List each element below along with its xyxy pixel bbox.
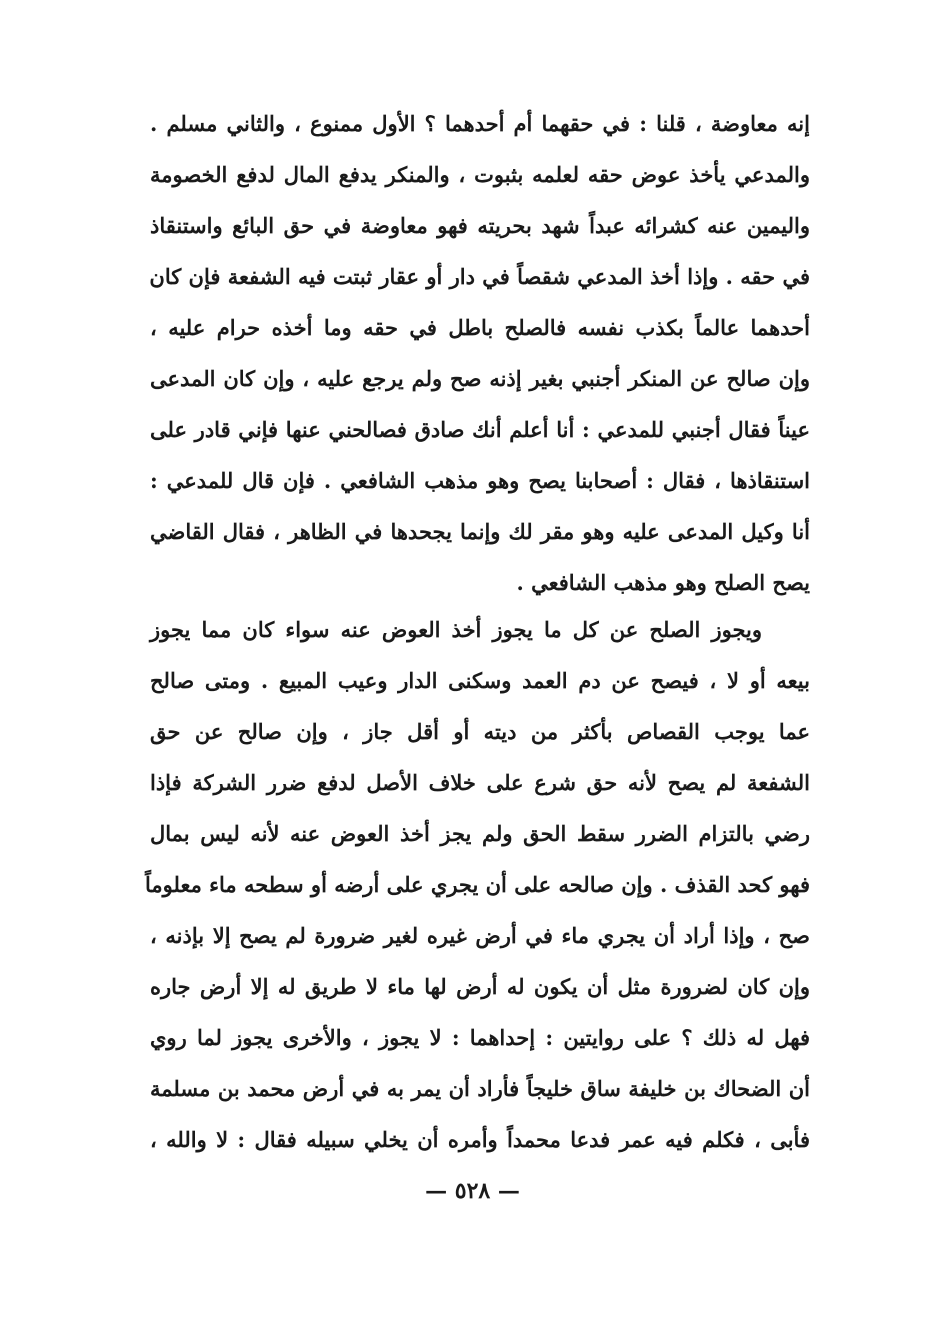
text-line: الشفعة لم يصح لأنه حق شرع على خلاف الأصل لدفع ضرر الشركة فإذا — [150, 770, 810, 795]
text-line: فهل له ذلك ؟ على روايتين : إحداهما : لا يجوز ، والأخرى يجوز لما روي — [150, 1025, 810, 1050]
text-line: رضي بالتزام الضرر سقط الحق ولم يجز أخذ العوض عنه لأنه ليس بمال — [150, 821, 810, 846]
text-line: في حقه . وإذا أخذ المدعي شقصاً في دار أو عقار ثبتت فيه الشفعة فإن كان — [149, 264, 810, 289]
text-line: ويجوز الصلح عن كل ما يجوز أخذ العوض عنه سواء كان مما يجوز — [150, 617, 762, 642]
text-line: أن الضحاك بن خليفة ساق خليجاً فأراد أن يمر به في أرض محمد بن مسلمة — [150, 1076, 810, 1101]
text-line: استنقاذها ، فقال : أصحابنا يصح وهو مذهب الشافعي . فإن قال للمدعي : — [150, 468, 810, 493]
text-line: واليمين عنه كشرائه عبداً شهد بحريته فهو معاوضة في حق البائع واستنقاذ — [150, 213, 810, 238]
text-line: فأبى ، فكلم فيه عمر فدعا محمداً وأمره أن يخلي سبيله فقال : لا والله ، — [150, 1127, 810, 1152]
text-line: بيعه أو لا ، فيصح عن دم العمد وسكنى الدار وعيب المبيع . ومتى صالح — [150, 668, 810, 693]
text-line: إنه معاوضة ، قلنا : في حقهما أم أحدهما ؟ الأول ممنوع ، والثاني مسلم . — [150, 111, 810, 136]
text-line: فهو كحد القذف . وإن صالحه على أن يجري على أرضه أو سطحه ماء معلوماً — [145, 872, 810, 897]
text-line: أحدهما عالماً بكذب نفسه فالصلح باطل في حقه وما أخذه حرام عليه ، — [150, 315, 810, 340]
text-line: عما يوجب القصاص بأكثر من ديته أو أقل جاز ، وإن صالح عن حق — [150, 719, 810, 744]
text-line: وإن صالح عن المنكر أجنبي بغير إذنه صح ولم يرجع عليه ، وإن كان المدعى — [150, 366, 810, 391]
text-line: صح ، وإذا أراد أن يجري ماء في أرض غيره لغير ضرورة لم يصح إلا بإذنه ، — [150, 923, 810, 948]
text-line: عيناً فقال أجنبي للمدعي : أنا أعلم أنك صادق فصالحني عنها فإني قادر على — [150, 417, 810, 442]
page-number: — ٥٢٨ — — [425, 1178, 520, 1204]
text-line: والمدعي يأخذ عوض حقه لعلمه بثبوت ، والمنكر يدفع المال لدفع الخصومة — [150, 162, 810, 187]
text-line: وإن كان لضرورة مثل أن يكون له أرض لها ماء لا طريق له إلا أرض جاره — [150, 974, 810, 999]
text-line: أنا وكيل المدعى عليه وهو مقر لك وإنما يجحدها في الظاهر ، فقال القاضي — [150, 519, 810, 544]
paragraph-1 — [150, 98, 810, 608]
text-line: يصح الصلح وهو مذهب الشافعي . — [516, 570, 810, 595]
paragraph-2 — [145, 604, 810, 1165]
